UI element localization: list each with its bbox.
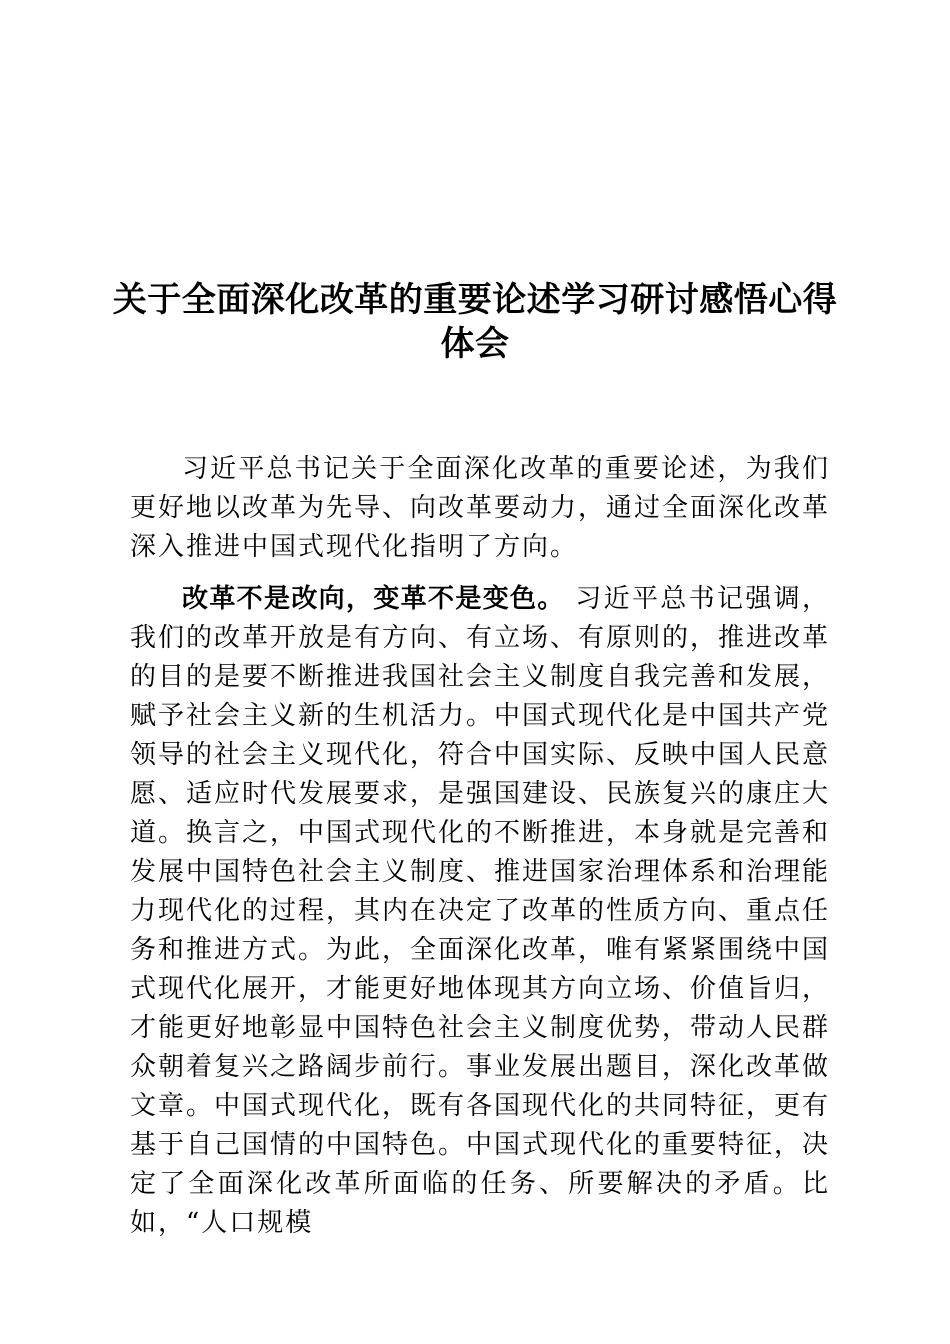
paragraph-reform-direction bbox=[130, 580, 830, 1243]
paragraph-lead-heading: 改革不是改向，变革不是变色。 bbox=[182, 584, 565, 614]
document-title: 关于全面深化改革的重要论述学习研讨感悟心得体会 bbox=[112, 280, 838, 364]
paragraph-text: 习近平总书记关于全面深化改革的重要论述，为我们更好地以改革为先导、向改革要动力，通过全面深化改革深入推进中国式现代化指明了方向。 bbox=[130, 454, 831, 562]
paragraph-text: 习近平总书记强调，我们的改革开放是有方向、有立场、有原则的，推进改革的目的是要不断推进我国社会主义制度自我完善和发展，赋予社会主义新的生机活力。中国式现代化是中国共产党领导的社会主义现代化，符合中国实际、反映中国人民意愿、适应时代发展要求，是强国建设、民族复兴的康庄大道。换言之，中国式现代化的不断推进，本身就是完善和发展中国特色社会主义制度、推进国家治理体系和治理能力现代化的过程，其内在决定了改革的性质方向、重点任务和推进方式。为此，全面深化改革，唯有紧紧围绕中国式现代化展开，才能更好地体现其方向立场、价值旨归，才能更好地彰显中国特色社会主义制度优势，带动人民群众朝着复兴之路阔步前行。事业发展出题目，深化改革做文章。中国式现代化，既有各国现代化的共同特征，更有基于自己国情的中国特色。中国式现代化的重要特征，决定了全面深化改革所面临的任务、所要解决的矛盾。比如，“人口规模 bbox=[130, 584, 831, 1238]
paragraph-intro bbox=[130, 450, 830, 567]
document-body bbox=[130, 450, 830, 1256]
